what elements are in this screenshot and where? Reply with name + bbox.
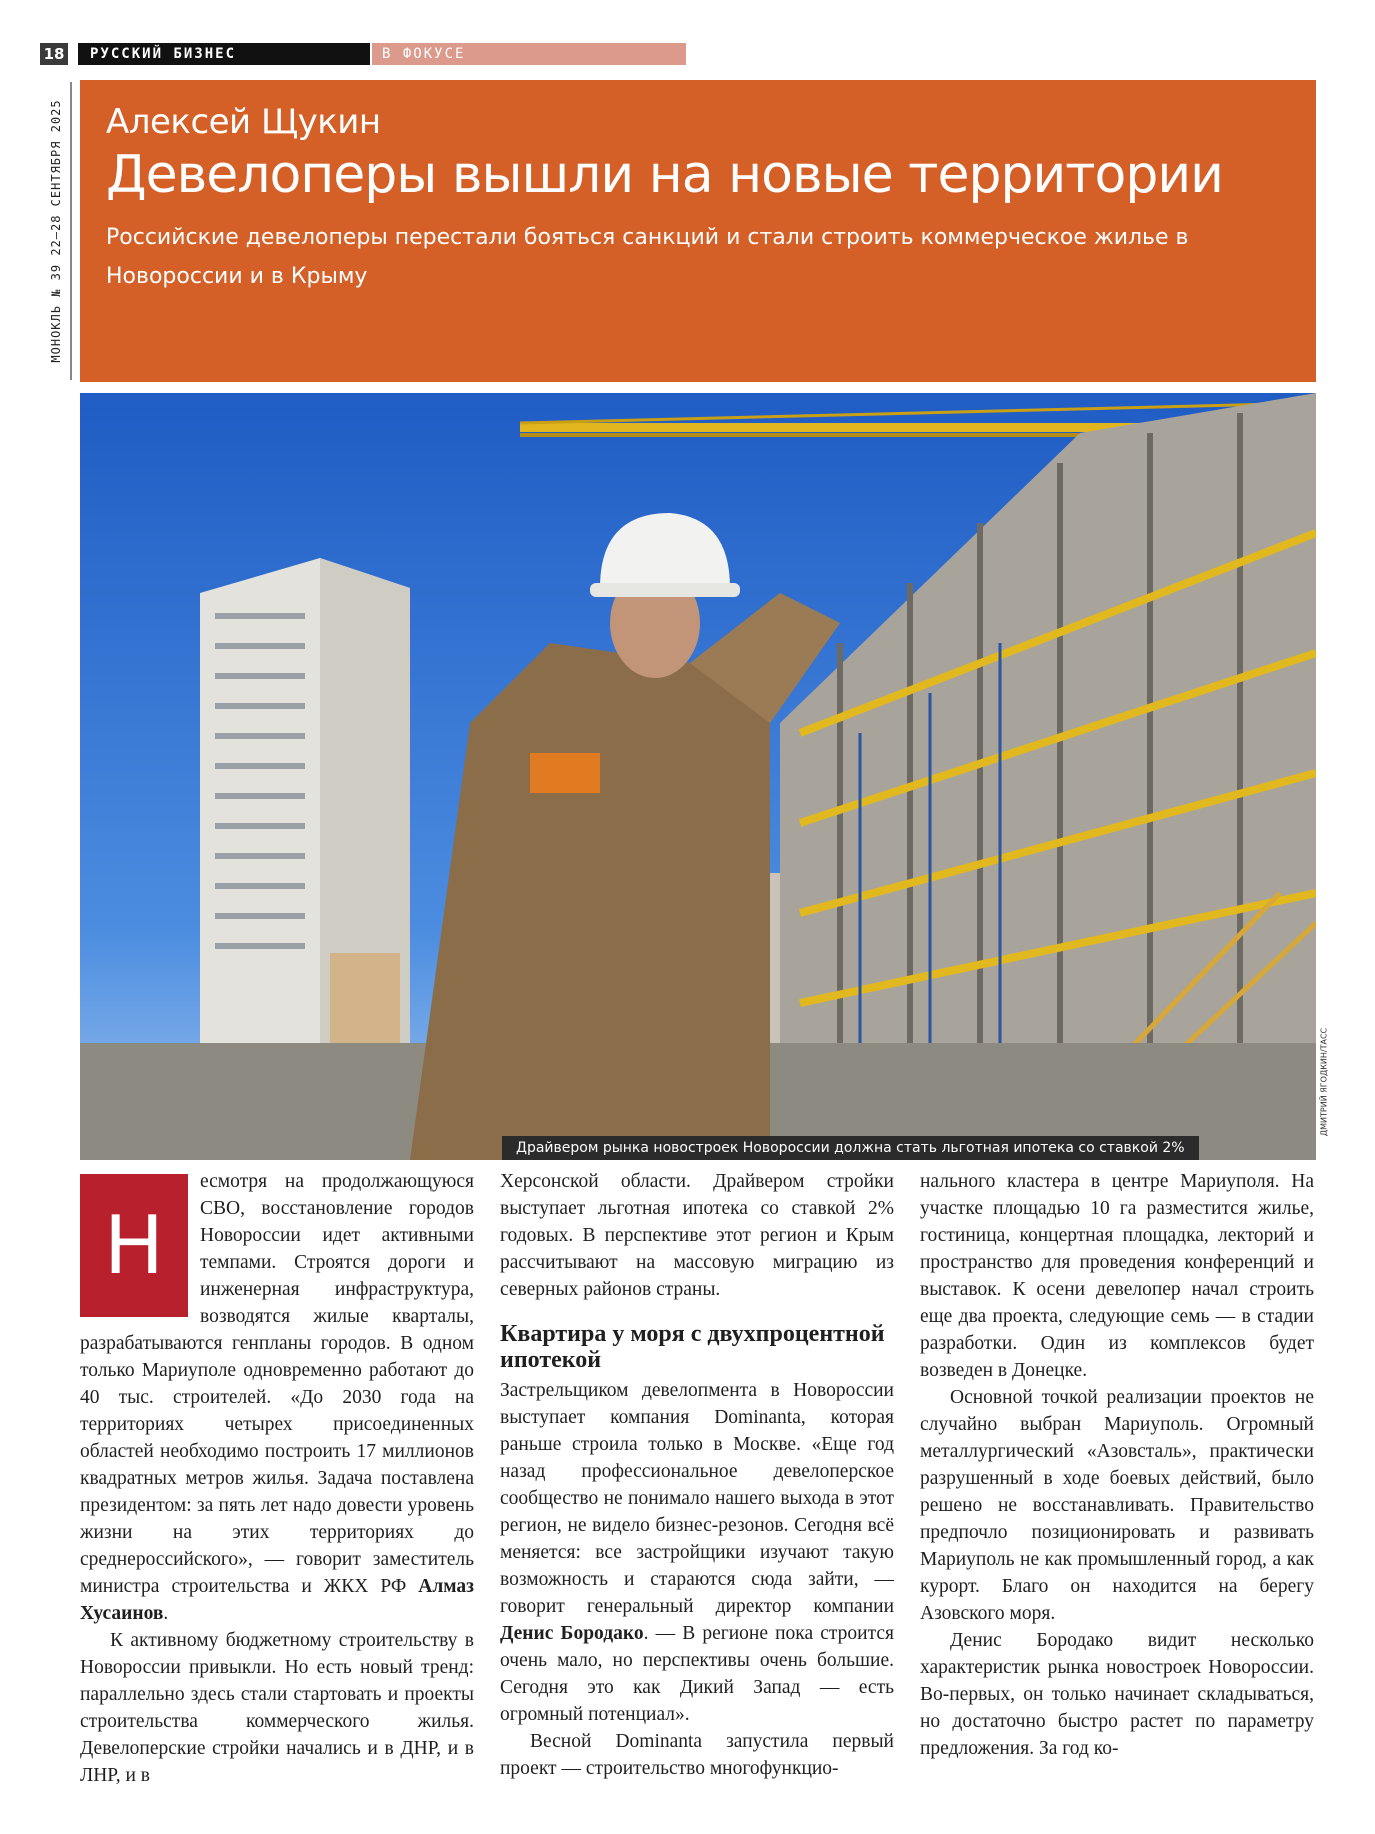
- paragraph: Основной точкой реализации проектов не случайно выбран Мариуполь. Огромный металлургический «Азовсталь», практически разрушенный в ходе боевых действий, было решено не восстанавливать. Правительство предпочло позиционировать и развивать Мариуполь не как промышленный город, а как курорт. Благо он находится на берегу Азовского моря.: [920, 1387, 1314, 1624]
- author-name: Алексей Щукин: [106, 102, 381, 142]
- paragraph: К активному бюджетному строительству в Новороссии привыкли. Но есть новый тренд: параллельно здесь стали стартовать и проекты строительства коммерческого жилья. Девелоперские стройки начались и в ДНР, и в ЛНР, и в: [80, 1630, 474, 1786]
- paragraph: Весной Dominanta запустила первый проект — строительство многофункцио-: [500, 1731, 894, 1779]
- photo-credit-text: ДМИТРИЙ ЯГОДКИН/ТАСС: [1319, 1027, 1329, 1137]
- quoted-person: Алмаз Хусаинов: [80, 1576, 474, 1624]
- headline: Девелоперы вышли на новые территории: [106, 145, 1223, 205]
- rubric-label: В ФОКУСЕ: [372, 43, 686, 65]
- paragraph-text: Застрельщиком девелопмента в Новороссии выступает компания Dominanta, которая раньше строила только в Москве. «Еще год назад профессиональное девелоперское сообщество не понимало нашего выхода в этот регион, не видело бизнес-резонов. Сегодня всё меняется: все застройщики изучают такую возможность и стараются сюда зайти, — говорит генеральный директор компании: [500, 1380, 894, 1617]
- photo-caption: Драйвером рынка новостроек Новороссии должна стать льготная ипотека со ставкой 2%: [502, 1136, 1199, 1160]
- issue-line: [46, 82, 66, 380]
- subheading: Квартира у моря с двухпроцентной ипотекой: [500, 1321, 885, 1373]
- lede: Российские девелоперы перестали бояться санкций и стали строить коммерческое жилье в Новороссии и в Крыму: [106, 225, 1189, 289]
- side-divider: [70, 82, 72, 380]
- photo-credit: [1317, 1022, 1331, 1142]
- drop-cap: Н: [80, 1174, 188, 1317]
- page-number: 18: [40, 43, 68, 65]
- article-header: [80, 80, 1316, 382]
- article-column-2: [500, 1168, 894, 1782]
- paragraph: Денис Бородако видит несколько характеристик рынка новостроек Новороссии. Во-первых, он только начинает складываться, но достаточно быстро растет по параметру предложения. За год ко-: [920, 1630, 1314, 1759]
- article-column-1: [80, 1168, 474, 1789]
- paragraph: [500, 1377, 894, 1728]
- construction-site-illustration: [80, 393, 1316, 1160]
- quoted-person: Денис Бородако: [500, 1623, 644, 1644]
- paragraph-text: есмотря на продолжающуюся СВО, восстановление городов Новороссии идет активными темпами. Строятся дороги и инженерная инфраструктура, возводятся жилые кварталы, разрабатываются генпланы городов. В одном только Мариуполе одновременно работают до 40 тыс. строителей. «До 2030 года на территориях четырех присоединенных областей необходимо построить 17 миллионов квадратных метров жилья. Задача поставлена президентом: за пять лет надо довести уровень жизни на этих территориях до среднероссийского», — говорит заместитель министра строительства и ЖКХ РФ: [80, 1171, 474, 1597]
- paragraph-end: .: [163, 1603, 169, 1624]
- paragraph: нального кластера в центре Мариуполя. На участке площадью 10 га разместится жилье, гостиница, концертная площадка, лекторий и пространство для проведения конференций и выставок. К осени девелопер начал строить еще два проекта, следующие семь — в стадии разработки. Один из комплексов будет возведен в Донецке.: [920, 1171, 1314, 1381]
- paragraph: Херсонской области. Драйвером стройки выступает льготная ипотека со ставкой 2% годовых. В перспективе этот регион и Крым рассчитывают на массовую миграцию из северных районов страны.: [500, 1171, 894, 1300]
- article-column-3: [920, 1168, 1314, 1762]
- paragraph-end: . — В регионе пока строится очень мало, но перспективы очень большие. Сегодня это как Дикий Запад — есть огромный потенциал».: [500, 1623, 894, 1725]
- article-photo: [80, 393, 1316, 1160]
- section-label: РУССКИЙ БИЗНЕС: [78, 43, 370, 65]
- issue-line-text: МОНОКЛЬ № 39 22–28 СЕНТЯБРЯ 2025: [49, 99, 63, 363]
